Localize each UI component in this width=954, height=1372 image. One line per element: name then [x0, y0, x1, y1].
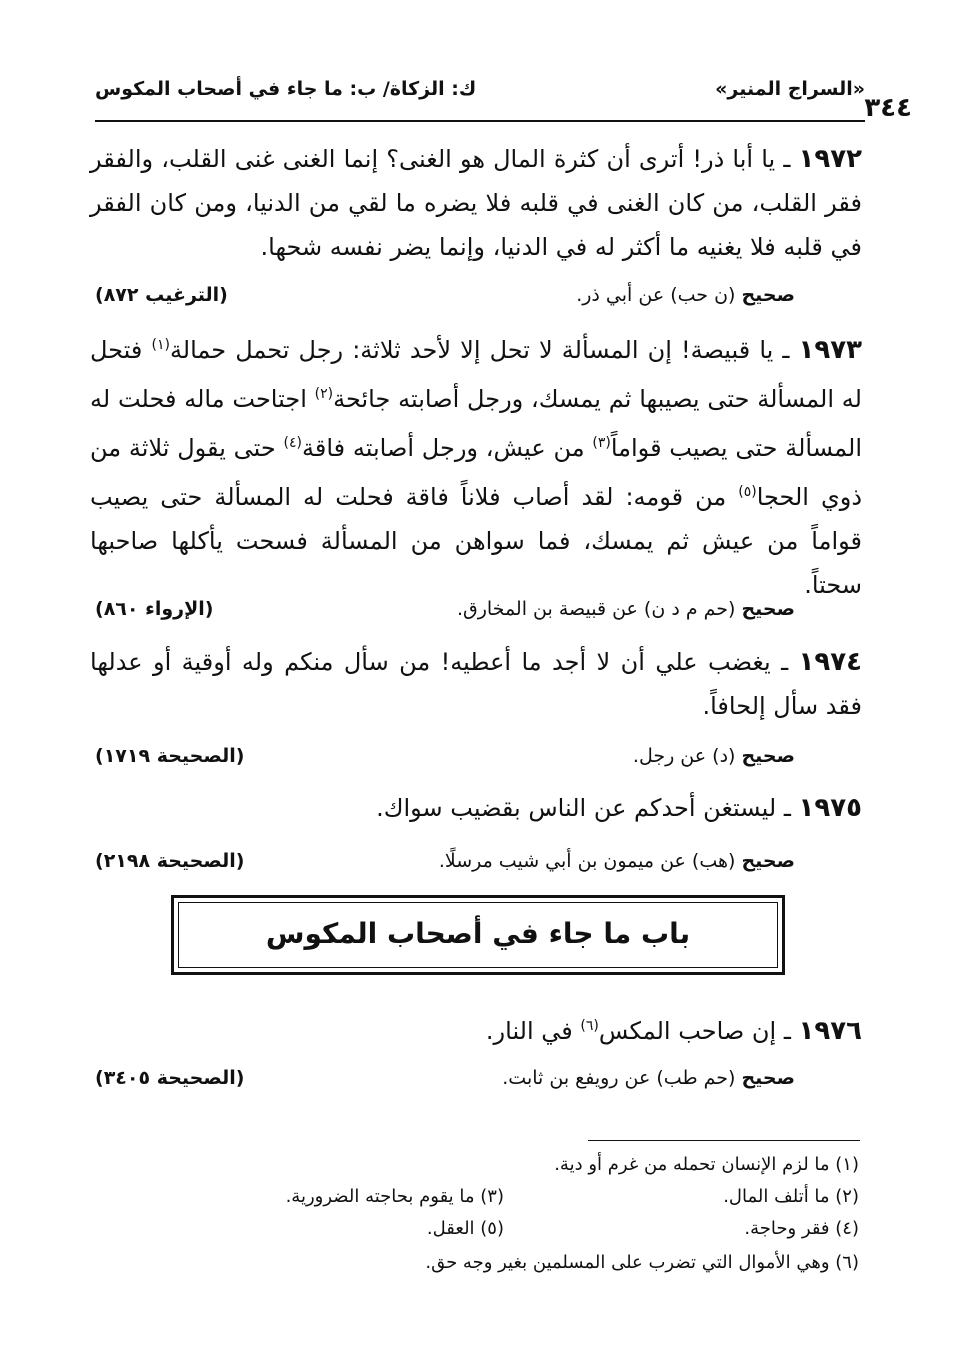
hadith-1975	[90, 786, 862, 830]
reference: (الصحيحة ٢١٩٨)	[95, 850, 245, 872]
grade-line: صحيح (ن حب) عن أبي ذر.	[576, 284, 795, 306]
footnote-1: (١) ما لزم الإنسان تحمله من غرم أو دية.	[554, 1154, 859, 1175]
footnote-2: (٢) ما أتلف المال.	[723, 1186, 859, 1207]
hadith-1972-grading	[95, 284, 795, 314]
book-title: «السراج المنير»	[715, 78, 865, 100]
running-header	[95, 78, 865, 108]
grade-line: صحيح (حم م د ن) عن قبيصة بن المخارق.	[456, 598, 795, 620]
chapter-title: باب ما جاء في أصحاب المكوس	[178, 902, 778, 968]
hadith-text: ١٩٧٤ ـ يغضب علي أن لا أجد ما أعطيه! من سأل منكم وله أوقية أو عدلها فقد سأل إلحافاً.	[90, 647, 862, 720]
hadith-text: ١٩٧٣ ـ يا قبيصة! إن المسألة لا تحل إلا لأحد ثلاثة: رجل تحمل حمالة$^{(١)}$ فتحل له المسألة حتى يصيبها ثم يمسك، ورجل أصابته جائحة$^{(٢)}$ اجتاحت ماله فحلت له المسألة حتى يصيب قواماً$^{(٣)}$ من عيش، ورجل أصابته فاقة$^{(٤)}$ حتى يقول ثلاثة من ذوي الحجا$^{(٥)}$ من قومه: لقد أصاب فلاناً فاقة فحلت له المسألة حتى يصيب قواماً من عيش ثم يمسك، فما سواهن من المسألة فسحت يأكلها صاحبها سحتاً.	[90, 335, 862, 599]
hadith-1976-grading	[95, 1067, 795, 1097]
reference: (الإرواء ٨٦٠)	[95, 598, 214, 620]
hadith-1974-grading	[95, 745, 795, 775]
chapter-heading: ك: الزكاة/ ب: ما جاء في أصحاب المكوس	[95, 78, 477, 100]
grade-line: صحيح (د) عن رجل.	[632, 745, 795, 767]
hadith-1975-grading	[95, 850, 795, 880]
reference: (الصحيحة ١٧١٩)	[95, 745, 245, 767]
hadith-1972	[90, 137, 862, 269]
chapter-title-box	[171, 895, 785, 975]
reference: (الترغيب ٨٧٢)	[95, 284, 228, 306]
footnote-3: (٣) ما يقوم بحاجته الضرورية.	[285, 1186, 504, 1207]
footnote-4: (٤) فقر وحاجة.	[744, 1218, 859, 1239]
hadith-text: ١٩٧٦ ـ إن صاحب المكس$^{(٦)}$ في النار.	[485, 1016, 862, 1046]
grade-line: صحيح (حم طب) عن رويفع بن ثابت.	[502, 1067, 795, 1089]
footnote-6: (٦) وهي الأموال التي تضرب على المسلمين بغير وجه حق.	[425, 1252, 859, 1273]
grade-line: صحيح (هب) عن ميمون بن أبي شيب مرسلًا.	[438, 850, 795, 872]
hadith-1976	[90, 1004, 862, 1053]
footnote-rule	[588, 1140, 860, 1141]
reference: (الصحيحة ٣٤٠٥)	[95, 1067, 245, 1089]
header-rule	[95, 120, 865, 122]
hadith-1973	[90, 323, 862, 607]
hadith-1973-grading	[95, 598, 795, 628]
page-number: ٣٤٤	[864, 93, 912, 123]
footnote-5: (٥) العقل.	[426, 1218, 504, 1239]
hadith-text: ١٩٧٥ ـ ليستغن أحدكم عن الناس بقضيب سواك.	[376, 793, 862, 823]
hadith-text: ١٩٧٢ ـ يا أبا ذر! أترى أن كثرة المال هو الغنى؟ إنما الغنى غنى القلب، والفقر فقر القلب، من كان الغنى في قلبه فلا يضره ما لقي من الدنيا، ومن كان الفقر في قلبه فلا يغنيه ما أكثر له في الدنيا، وإنما يضر نفسه شحها.	[90, 144, 862, 261]
hadith-1974	[90, 640, 862, 728]
